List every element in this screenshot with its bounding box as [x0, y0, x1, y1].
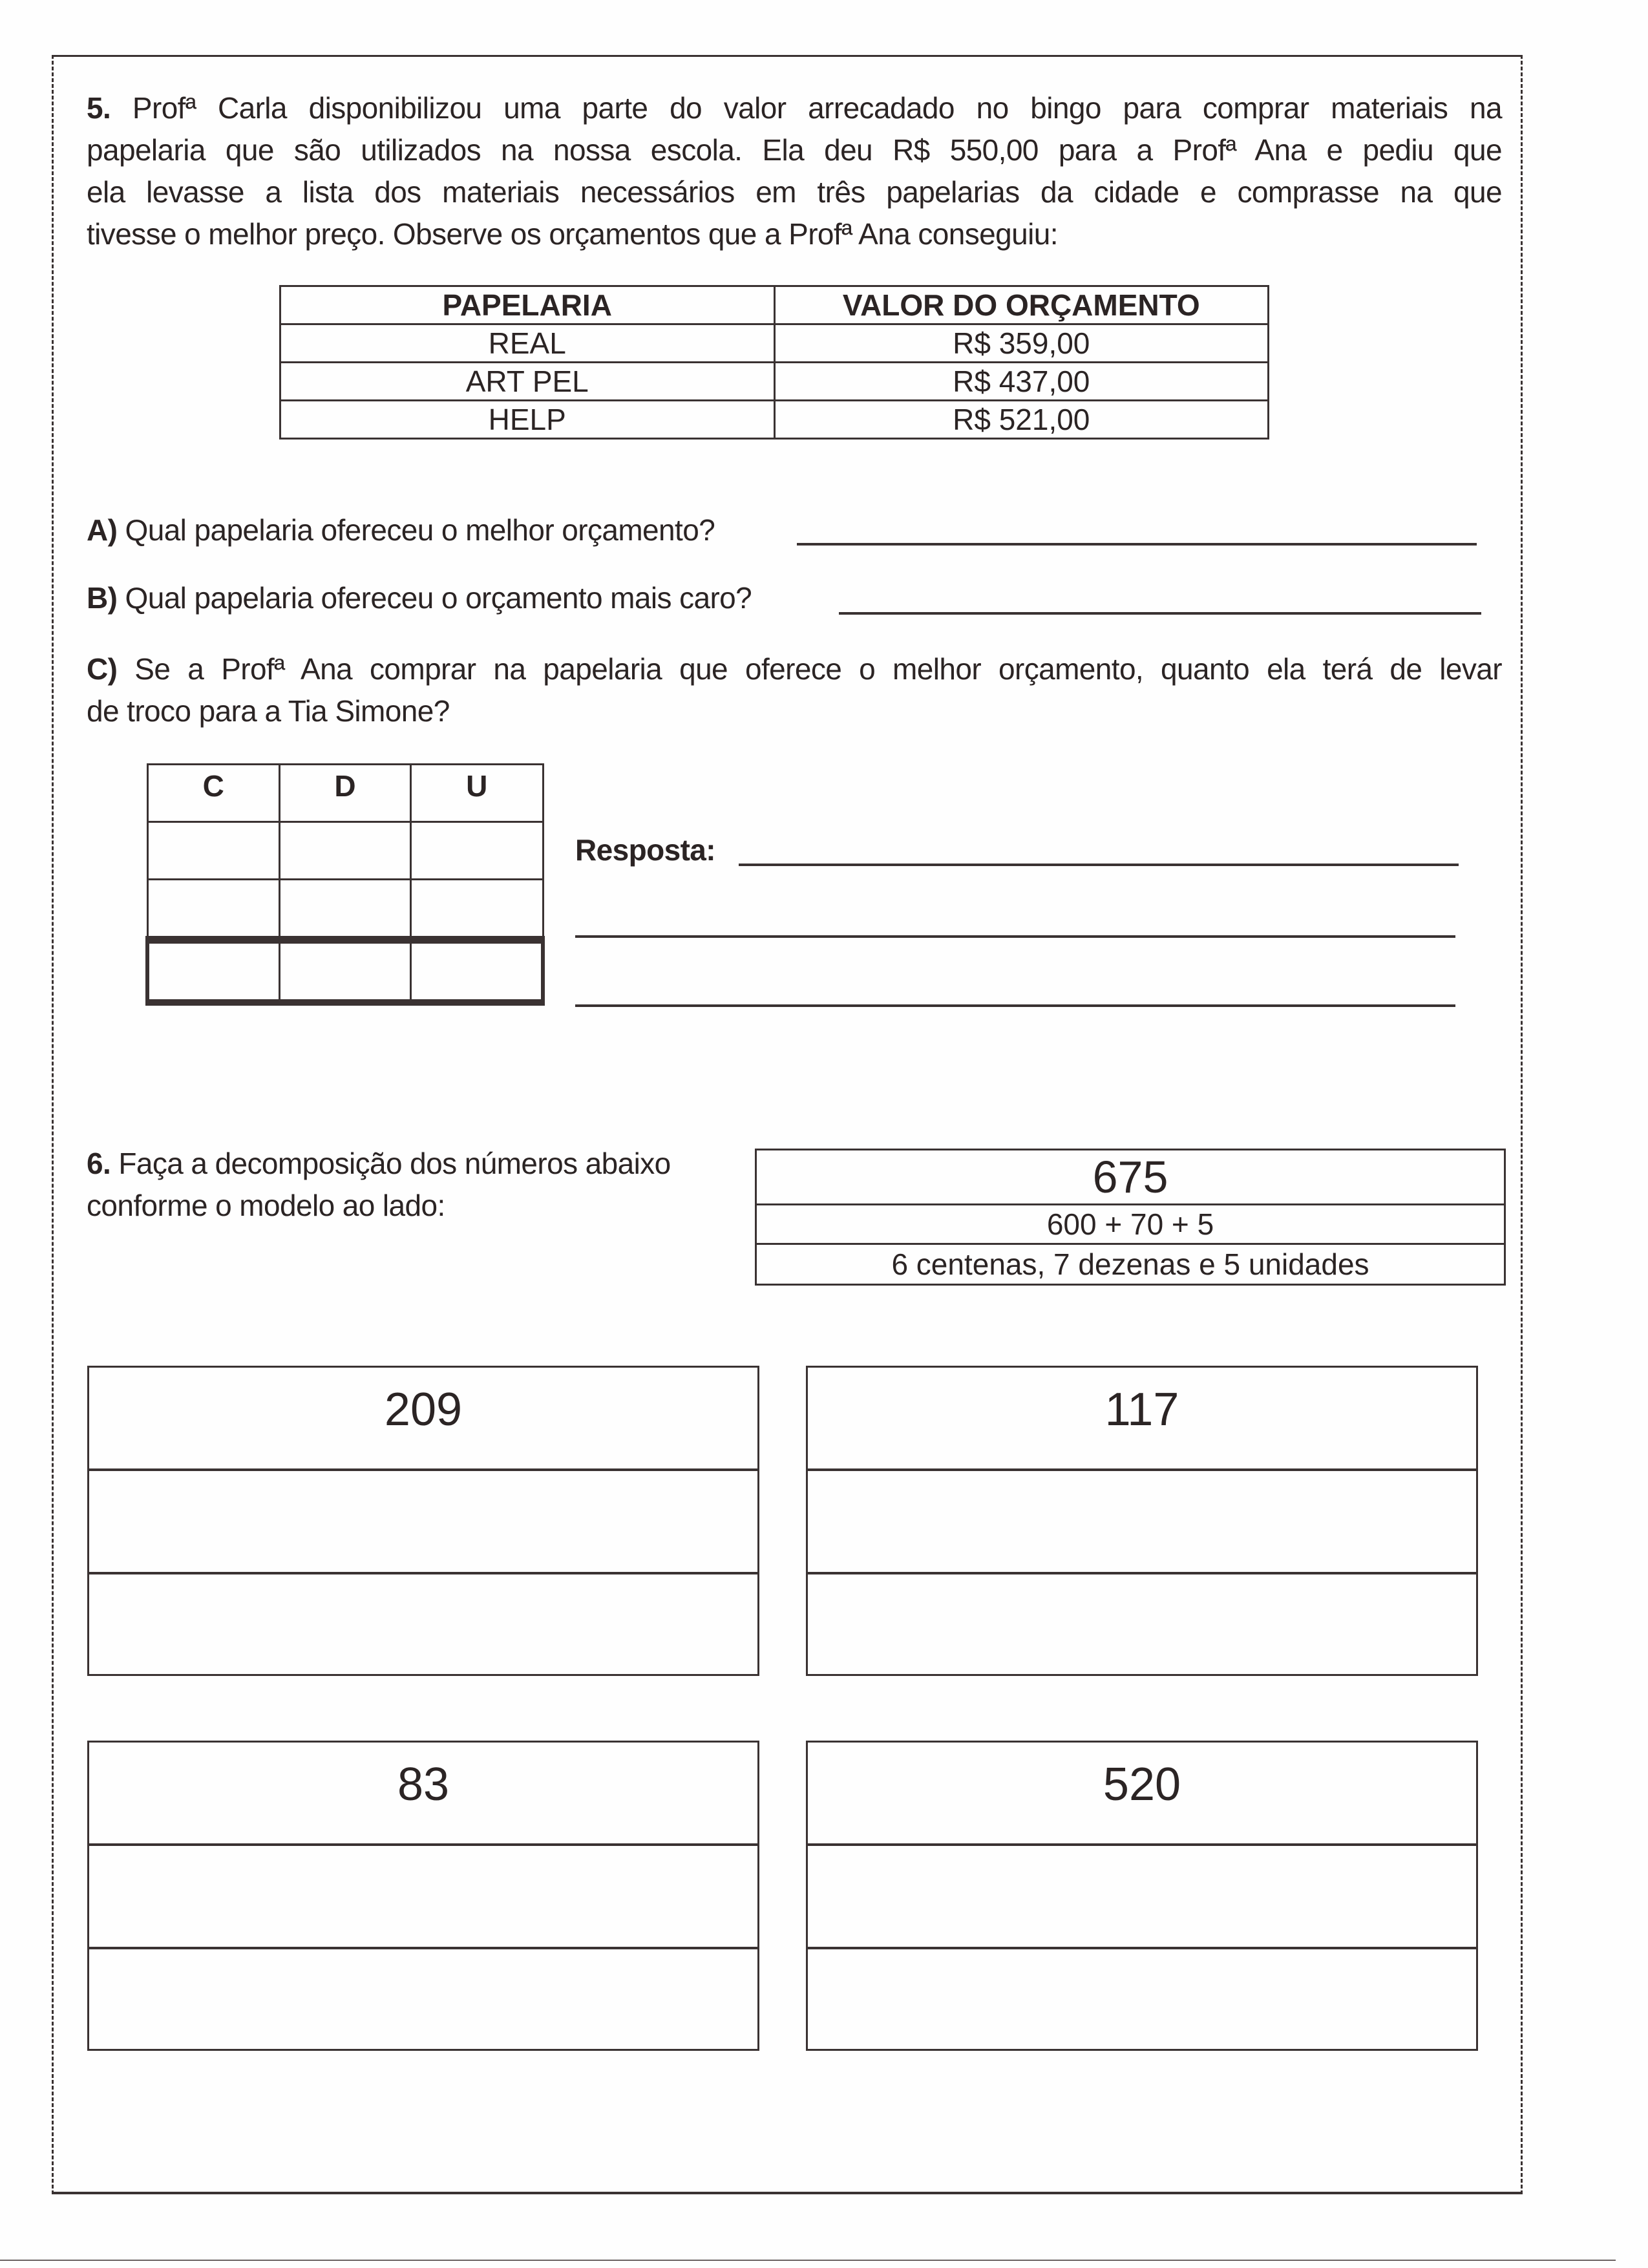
- column-header-papelaria: PAPELARIA: [280, 286, 775, 324]
- box-number: 209: [89, 1368, 757, 1471]
- table-row: [280, 363, 1269, 401]
- column-header-u: U: [411, 765, 544, 822]
- decomposition-box: [806, 1741, 1478, 2051]
- question-5a: A) Qual papelaria ofereceu o melhor orçamento?: [87, 513, 715, 547]
- grid-cell[interactable]: [147, 880, 280, 940]
- question-5c: C) Se a Profª Ana comprar na papelaria que oferece o melhor orçamento, quanto ela terá de levar de troco para a Tia Simone?: [87, 652, 1502, 728]
- cell-value: R$ 521,00: [774, 401, 1269, 439]
- answer-line-a[interactable]: [797, 543, 1477, 546]
- cell-store: ART PEL: [280, 363, 775, 401]
- question-5-number: 5.: [87, 91, 111, 125]
- result-cell[interactable]: [280, 940, 411, 1002]
- grid-cell[interactable]: [280, 880, 411, 940]
- answer-line-c-3[interactable]: [575, 1004, 1455, 1007]
- box-number: 117: [808, 1368, 1476, 1471]
- table-header-row: [280, 286, 1269, 324]
- model-number: 675: [756, 1150, 1505, 1205]
- grid-cell[interactable]: [411, 822, 544, 880]
- answer-line-b[interactable]: [839, 612, 1481, 615]
- box-answer-sum[interactable]: [89, 1846, 757, 1949]
- cell-store: HELP: [280, 401, 775, 439]
- question-5b: B) Qual papelaria ofereceu o orçamento mais caro?: [87, 581, 752, 615]
- cell-store: REAL: [280, 324, 775, 363]
- grid-cell[interactable]: [411, 880, 544, 940]
- table-row: [280, 324, 1269, 363]
- decomposition-box: [806, 1366, 1478, 1676]
- scan-edge-line: [0, 2260, 1616, 2261]
- cell-value: R$ 437,00: [774, 363, 1269, 401]
- cell-value: R$ 359,00: [774, 324, 1269, 363]
- box-answer-sum[interactable]: [808, 1846, 1476, 1949]
- box-number: 520: [808, 1743, 1476, 1846]
- table-row: [280, 401, 1269, 439]
- decomposition-box: [87, 1741, 759, 2051]
- result-cell[interactable]: [147, 940, 280, 1002]
- answer-line-c-1[interactable]: [739, 864, 1459, 866]
- result-cell[interactable]: [411, 940, 544, 1002]
- box-number: 83: [89, 1743, 757, 1846]
- box-answer-sum[interactable]: [89, 1471, 757, 1574]
- decomposition-model: [755, 1149, 1506, 1286]
- answer-label: Resposta:: [575, 833, 715, 867]
- box-answer-words[interactable]: [808, 1949, 1476, 2053]
- column-header-d: D: [280, 765, 411, 822]
- column-header-c: C: [147, 765, 280, 822]
- box-answer-sum[interactable]: [808, 1471, 1476, 1574]
- column-header-valor: VALOR DO ORÇAMENTO: [774, 286, 1269, 324]
- answer-line-c-2[interactable]: [575, 935, 1455, 938]
- decomposition-box: [87, 1366, 759, 1676]
- model-sum: 600 + 70 + 5: [756, 1205, 1505, 1244]
- grid-cell[interactable]: [147, 822, 280, 880]
- box-answer-words[interactable]: [89, 1949, 757, 2053]
- model-words: 6 centenas, 7 dezenas e 5 unidades: [756, 1244, 1505, 1285]
- box-answer-words[interactable]: [89, 1574, 757, 1678]
- question-6-number: 6.: [87, 1147, 111, 1180]
- budget-table: [279, 285, 1269, 440]
- box-answer-words[interactable]: [808, 1574, 1476, 1678]
- question-6-statement: 6. Faça a decomposição dos números abaixo conforme o modelo ao lado:: [87, 1147, 671, 1222]
- cdu-place-value-grid: [145, 763, 545, 1006]
- question-5-statement: 5. Profª Carla disponibilizou uma parte do valor arrecadado no bingo para comprar materiais na papelaria que são utilizados na nossa escola. Ela deu R$ 550,00 para a Profª Ana e pediu que ela levasse a lista dos materiais necessários em três papelarias da cidade e comprasse na que tivesse o melhor preço. Observe os orçamentos que a Profª Ana conseguiu:: [87, 91, 1502, 251]
- grid-cell[interactable]: [280, 822, 411, 880]
